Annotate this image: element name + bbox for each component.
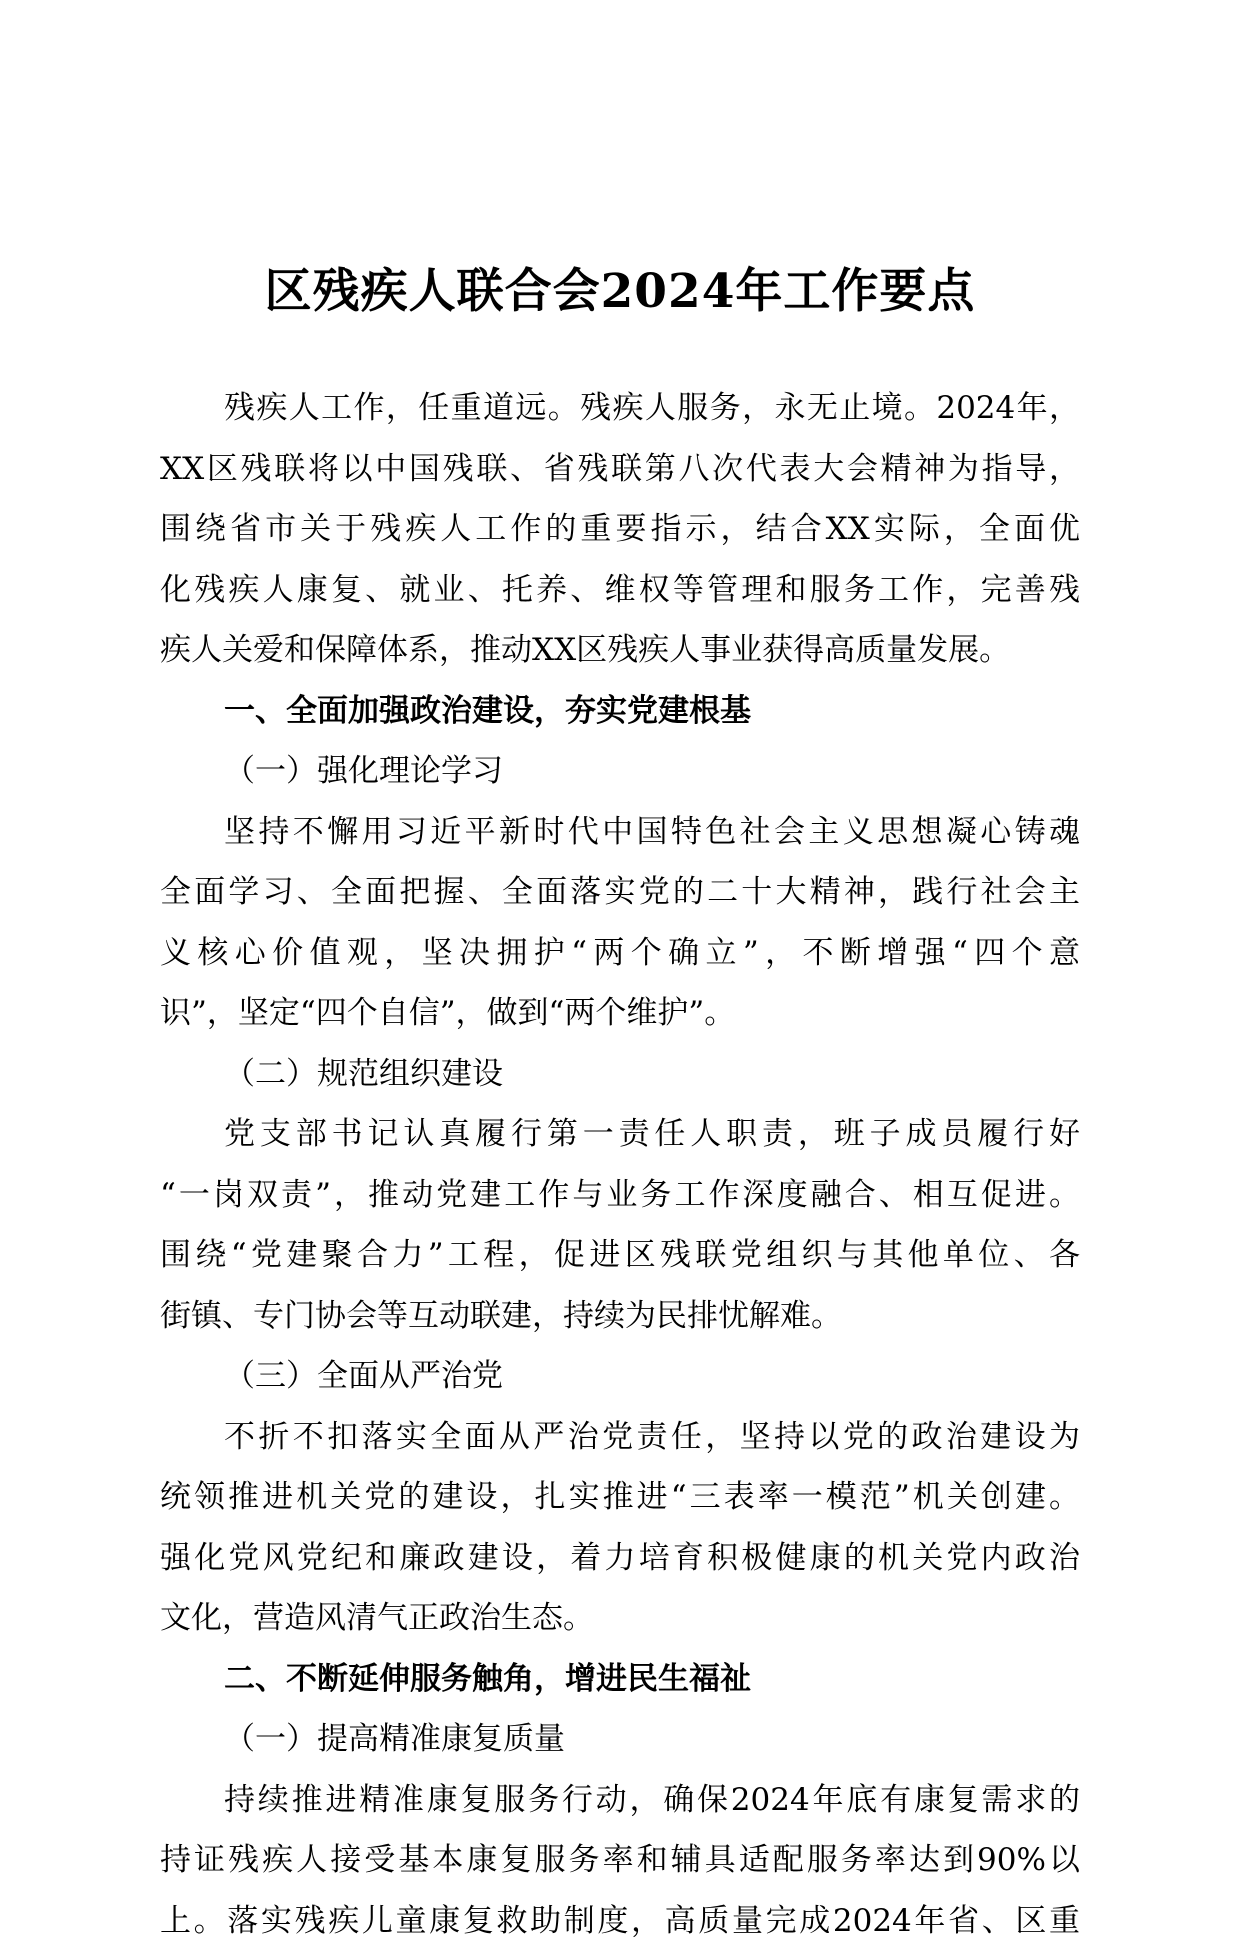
subsection-heading: （一）提高精准康复质量	[160, 1709, 1080, 1770]
paragraph-line: 不折不扣落实全面从严治党责任，坚持以党的政治建设为	[160, 1407, 1080, 1468]
paragraph-line: XX区残联将以中国残联、省残联第八次代表大会精神为指导，	[160, 439, 1080, 500]
subsection-heading: （三）全面从严治党	[160, 1346, 1080, 1407]
subsection-heading: （二）规范组织建设	[160, 1044, 1080, 1105]
paragraph-line: 围绕省市关于残疾人工作的重要指示，结合XX实际，全面优	[160, 499, 1080, 560]
paragraph-line: 强化党风党纪和廉政建设，着力培育积极健康的机关党内政治	[160, 1528, 1080, 1589]
paragraph-line: 文化，营造风清气正政治生态。	[160, 1588, 1080, 1649]
section-heading: 一、全面加强政治建设，夯实党建根基	[160, 681, 1080, 742]
paragraph-line: 持证残疾人接受基本康复服务率和辅具适配服务率达到90%以	[160, 1830, 1080, 1891]
paragraph-line: 识”，坚定“四个自信”，做到“两个维护”。	[160, 983, 1080, 1044]
paragraph-line: “一岗双责”，推动党建工作与业务工作深度融合、相互促进。	[160, 1165, 1080, 1226]
paragraph-line: 全面学习、全面把握、全面落实党的二十大精神，践行社会主	[160, 862, 1080, 923]
paragraph-line: 义核心价值观，坚决拥护“两个确立”，不断增强“四个意	[160, 923, 1080, 984]
document-title: 区残疾人联合会2024年工作要点	[0, 254, 1240, 321]
document-body	[160, 378, 1080, 1951]
paragraph-line: 统领推进机关党的建设，扎实推进“三表率一模范”机关创建。	[160, 1467, 1080, 1528]
paragraph-line: 街镇、专门协会等互动联建，持续为民排忧解难。	[160, 1286, 1080, 1347]
subsection-heading: （一）强化理论学习	[160, 741, 1080, 802]
paragraph-line: 党支部书记认真履行第一责任人职责，班子成员履行好	[160, 1104, 1080, 1165]
section-heading: 二、不断延伸服务触角，增进民生福祉	[160, 1649, 1080, 1710]
paragraph-line: 上。落实残疾儿童康复救助制度，高质量完成2024年省、区重	[160, 1891, 1080, 1951]
paragraph-line: 疾人关爱和保障体系，推动XX区残疾人事业获得高质量发展。	[160, 620, 1080, 681]
paragraph-line: 化残疾人康复、就业、托养、维权等管理和服务工作，完善残	[160, 560, 1080, 621]
paragraph-line: 残疾人工作，任重道远。残疾人服务，永无止境。2024年，	[160, 378, 1080, 439]
paragraph-line: 持续推进精准康复服务行动，确保2024年底有康复需求的	[160, 1770, 1080, 1831]
paragraph-line: 围绕“党建聚合力”工程，促进区残联党组织与其他单位、各	[160, 1225, 1080, 1286]
paragraph-line: 坚持不懈用习近平新时代中国特色社会主义思想凝心铸魂	[160, 802, 1080, 863]
